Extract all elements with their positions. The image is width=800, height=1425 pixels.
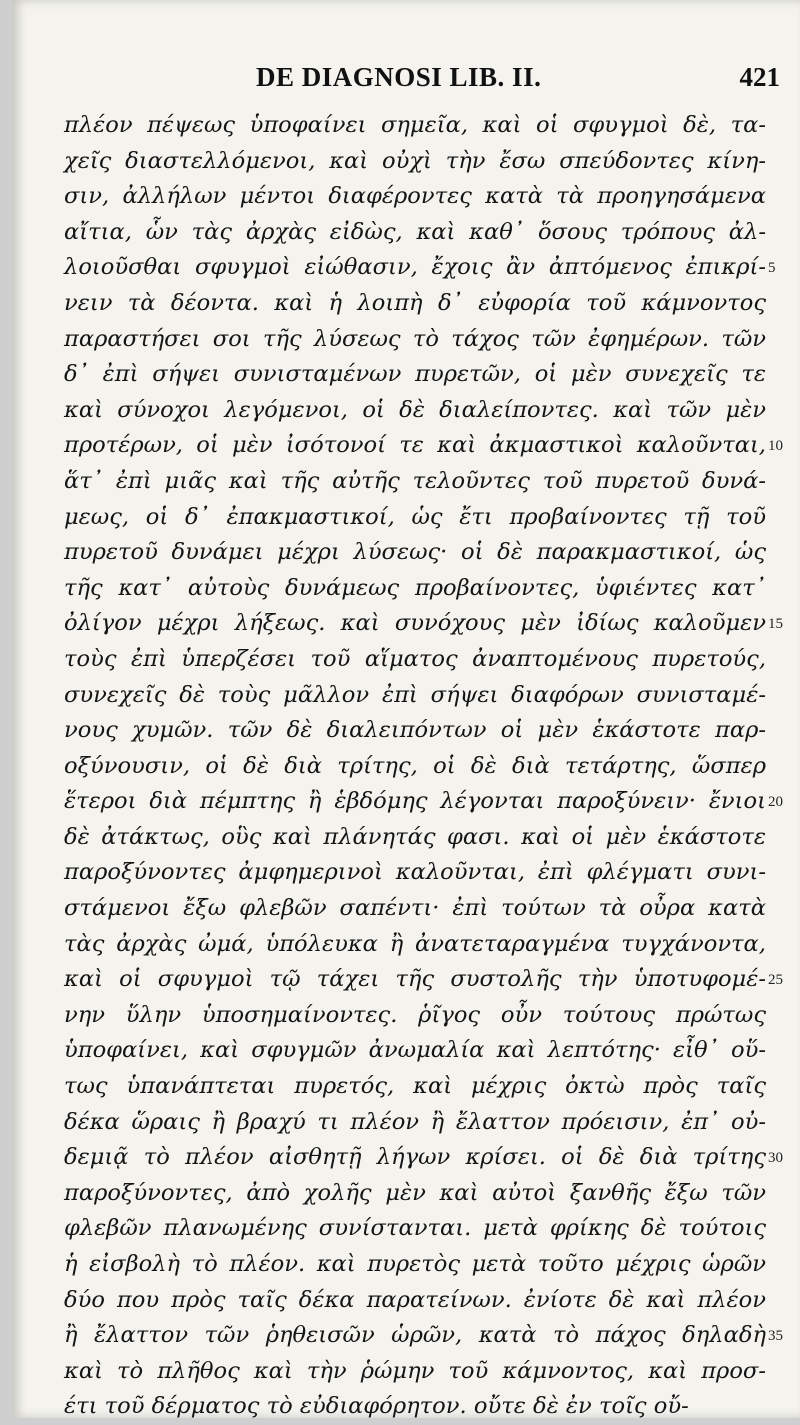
- margin-line-number: 25: [768, 972, 783, 989]
- margin-line-number: 15: [768, 616, 783, 633]
- page-header: [52, 62, 780, 102]
- margin-line-number: 35: [768, 1328, 783, 1345]
- running-title: DE DIAGNOSI LIB. II.: [256, 62, 542, 92]
- text-line: δύο που πρὸς ταῖς δέκα παρατείνων. ἐνίοτε δὲ καὶ πλέον: [64, 1286, 766, 1313]
- text-line: καὶ οἱ σφυγμοὶ τῷ τάχει τῆς συστολῆς τὴν ὑποτυφομέ-: [64, 966, 766, 993]
- text-line: ὀλίγον μέχρι λήξεως. καὶ συνόχους μὲν ἰδίως καλοῦμεν: [64, 610, 766, 637]
- text-body: [64, 108, 766, 1425]
- margin-line-number: 30: [768, 1150, 783, 1167]
- text-line: στάμενοι ἔξω φλεβῶν σαπέντι· ἐπὶ τούτων τὰ οὖρα κατὰ: [64, 895, 766, 922]
- page-number: 421: [739, 62, 780, 92]
- text-line: λοιοῦσθαι σφυγμοὶ εἰώθασιν, ἔχοις ἂν ἀπτόμενος ἐπικρί-: [64, 254, 766, 281]
- text-line: δ᾽ ἐπὶ σήψει συνισταμένων πυρετῶν, οἱ μὲν συνεχεῖς τε: [64, 361, 766, 388]
- text-line: παροξύνοντες ἀμφημερινοὶ καλοῦνται, ἐπὶ φλέγματι συνι-: [64, 859, 766, 886]
- book-page: [12, 0, 800, 1418]
- text-line: προτέρων, οἱ μὲν ἰσότονοί τε καὶ ἀκμαστικοὶ καλοῦνται,: [64, 432, 766, 459]
- text-line: ἕτεροι διὰ πέμπτης ἢ ἑβδόμης λέγονται παροξύνειν· ἔνιοι: [64, 788, 766, 815]
- text-line: τὰς ἀρχὰς ὠμά, ὑπόλευκα ἢ ἀνατεταραγμένα τυγχάνοντα,: [64, 930, 766, 957]
- text-line: έτι τοῦ δέρματος τὸ εὐδιαφόρητον. οὔτε δὲ ἐν τοῖς οὔ-: [64, 1393, 689, 1420]
- text-line: τοὺς ἐπὶ ὑπερζέσει τοῦ αἵματος ἀναπτομένους πυρετούς,: [64, 645, 766, 672]
- text-line: ἢ ἔλαττον τῶν ῥηθεισῶν ὡρῶν, κατὰ τὸ πάχος δηλαδὴ: [64, 1322, 766, 1349]
- text-line: παροξύνοντες, ἀπὸ χολῆς μὲν καὶ αὐτοὶ ξανθῆς ἔξω τῶν: [64, 1179, 766, 1206]
- text-line: παραστήσει σοι τῆς λύσεως τὸ τάχος τῶν ἐφημέρων. τῶν: [64, 325, 766, 352]
- margin-line-number: 10: [768, 438, 783, 455]
- text-line: φλεβῶν πλανωμένης συνίστανται. μετὰ φρίκης δὲ τούτοις: [64, 1215, 766, 1242]
- text-line: οξύνουσιν, οἱ δὲ διὰ τρίτης, οἱ δὲ διὰ τετάρτης, ὥσπερ: [64, 752, 766, 779]
- text-line: νους χυμῶν. τῶν δὲ διαλειπόντων οἱ μὲν ἑκάστοτε παρ-: [64, 717, 766, 744]
- text-line: σιν, ἀλλήλων μέντοι διαφέροντες κατὰ τὰ προηγησάμενα: [64, 183, 766, 210]
- text-line: μεως, οἱ δ᾽ ἐπακμαστικοί, ὡς ἔτι προβαίνοντες τῇ τοῦ: [64, 503, 766, 530]
- text-line: αἴτια, ὧν τὰς ἀρχὰς εἰδὼς, καὶ καθ᾽ ὅσους τρόπους ἀλ-: [64, 218, 766, 245]
- text-line: ἅτ᾽ ἐπὶ μιᾶς καὶ τῆς αὐτῆς τελοῦντες τοῦ πυρετοῦ δυνά-: [64, 467, 766, 494]
- margin-line-number: 20: [768, 794, 783, 811]
- text-line: πυρετοῦ δυνάμει μέχρι λύσεως· οἱ δὲ παρακμαστικοί, ὡς: [64, 539, 766, 566]
- text-line: ἡ εἰσβολὴ τὸ πλέον. καὶ πυρετὸς μετὰ τοῦτο μέχρις ὡρῶν: [64, 1251, 766, 1277]
- text-line: ὑποφαίνει, καὶ σφυγμῶν ἀνωμαλία καὶ λεπτότης· εἶθ᾽ οὕ-: [64, 1037, 766, 1064]
- text-line: πλέον πέψεως ὑποφαίνει σημεῖα, καὶ οἱ σφυγμοὶ δὲ, τα-: [64, 112, 766, 138]
- text-line: δεμιᾷ τὸ πλέον αἰσθητῇ λήγων κρίσει. οἱ δὲ διὰ τρίτης: [64, 1144, 766, 1171]
- text-line: χεῖς διαστελλόμενοι, καὶ οὐχὶ τὴν ἔσω σπεύδοντες κίνη-: [64, 147, 766, 174]
- text-line: τως ὑπανάπτεται πυρετός, καὶ μέχρις ὀκτὼ πρὸς ταῖς: [64, 1073, 766, 1100]
- margin-line-number: 5: [768, 260, 776, 277]
- text-line: τῆς κατ᾽ αὐτοὺς δυνάμεως προβαίνοντες, ὑφιέντες κατ᾽: [64, 574, 766, 601]
- text-line: νειν τὰ δέοντα. καὶ ἡ λοιπὴ δ᾽ εὐφορία τοῦ κάμνοντος: [64, 289, 766, 316]
- text-line: καὶ τὸ πλῆθος καὶ τὴν ῥώμην τοῦ κάμνοντος, καὶ προσ-: [64, 1357, 766, 1384]
- text-line: συνεχεῖς δὲ τοὺς μᾶλλον ἐπὶ σήψει διαφόρων συνισταμέ-: [64, 681, 766, 708]
- text-line: δὲ ἀτάκτως, οὓς καὶ πλάνητάς φασι. καὶ οἱ μὲν ἑκάστοτε: [64, 823, 766, 850]
- text-line: δέκα ὥραις ἢ βραχύ τι πλέον ἢ ἔλαττον πρόεισιν, ἐπ᾽ οὐ-: [64, 1108, 766, 1135]
- text-line: καὶ σύνοχοι λεγόμενοι, οἱ δὲ διαλείποντες. καὶ τῶν μὲν: [64, 396, 766, 423]
- text-line: νην ὕλην ὑποσημαίνοντες. ῥῖγος οὖν τούτους πρώτως: [64, 1001, 766, 1028]
